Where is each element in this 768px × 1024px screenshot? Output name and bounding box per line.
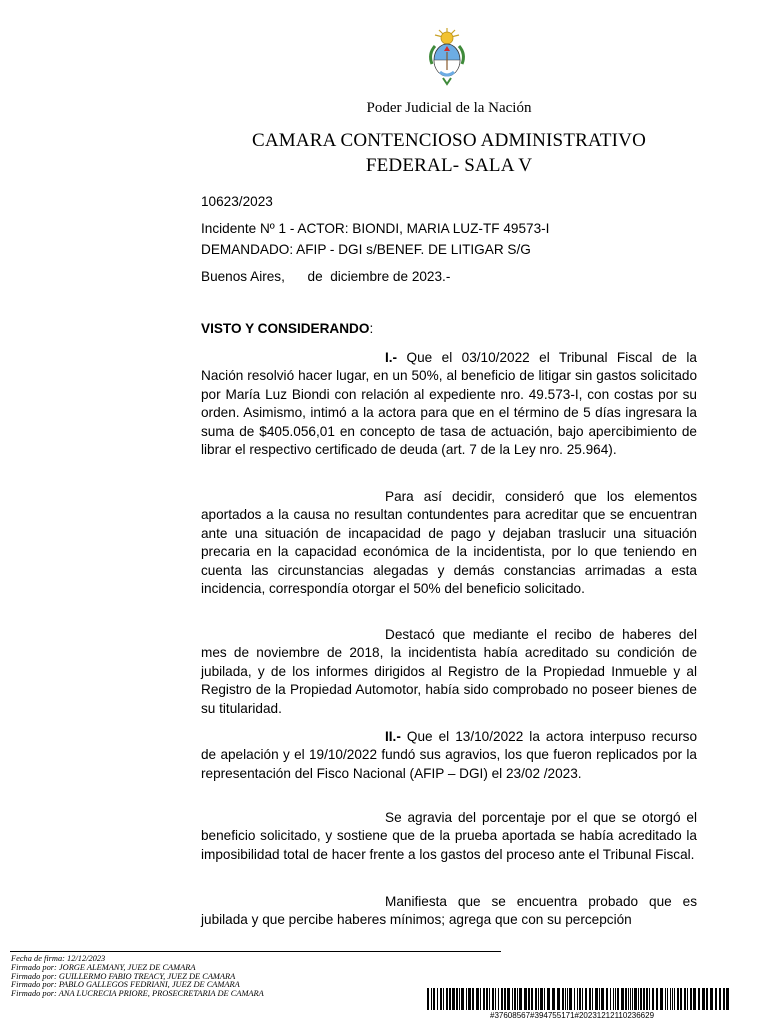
barcode-bar [574, 988, 575, 1010]
barcode-bar [452, 988, 455, 1010]
barcode-bar [710, 988, 713, 1010]
barcode-bar [652, 988, 654, 1010]
barcode-bar [567, 988, 568, 1010]
barcode-bar [625, 988, 627, 1010]
barcode-bar [687, 988, 688, 1010]
barcode-bar [486, 988, 488, 1010]
barcode-bar [621, 988, 624, 1010]
organization-name: Poder Judicial de la Nación [366, 100, 532, 116]
barcode-bar [665, 988, 666, 1010]
barcode-bar [552, 988, 555, 1010]
barcode-bar [656, 988, 658, 1010]
barcode-bar [501, 988, 503, 1010]
barcode-bar [715, 988, 717, 1010]
barcode-bar [613, 988, 614, 1010]
signature-date: Fecha de firma: 12/12/2023 [11, 954, 106, 963]
paragraph-5: Se agravia del porcentaje por el que se otorgó el beneficio solicitado, y sostiene que de la prueba aportada se había acreditado la imposibilidad total de hacer frente a los gastos del proceso ante el Tribunal Fiscal. [201, 810, 697, 862]
barcode-bar [540, 988, 543, 1010]
barcode-bar [582, 988, 583, 1010]
section-heading [201, 321, 373, 336]
paragraph-4-text: Que el 13/10/2022 la actora interpuso recurso de apelación y el 19/10/2022 fundó sus agravios, los que fueron replicados por la representación del Fisco Nacional (AFIP – DGI) el 23/02 /2023. [201, 729, 697, 781]
barcode-bar [601, 988, 604, 1010]
paragraph-4-number: II.- [385, 729, 401, 744]
barcode-image [427, 988, 729, 1010]
barcode-bar [702, 988, 705, 1010]
barcode-bar [547, 988, 550, 1010]
barcode-bar [599, 988, 600, 1010]
barcode-bar [617, 988, 619, 1010]
barcode-bar [690, 988, 692, 1010]
barcode-bar [517, 988, 518, 1010]
barcode-bar [512, 988, 513, 1010]
case-number: 10623/2023 [201, 194, 273, 209]
barcode-bar [670, 988, 671, 1010]
barcode-bar [456, 988, 458, 1010]
barcode-bar [459, 988, 460, 1010]
barcode-bar [674, 988, 675, 1010]
paragraph-6: Manifiesta que se encuentra probado que es jubilada y que percibe haberes mínimos; agrega que con su percepción [201, 894, 697, 928]
barcode-bar [610, 988, 611, 1010]
barcode-bar [483, 988, 485, 1010]
paragraph-1-number: I.- [385, 350, 398, 365]
barcode-bar [638, 988, 639, 1010]
barcode-bar [592, 988, 593, 1010]
barcode-bar [446, 988, 448, 1010]
barcode-bar [562, 988, 564, 1010]
chamber-title-line2: FEDERAL- SALA V [365, 155, 533, 176]
barcode-bar [672, 988, 673, 1010]
barcode-bar [606, 988, 608, 1010]
place-date: Buenos Aires, de diciembre de 2023.- [201, 269, 451, 284]
barcode-bar [585, 988, 587, 1010]
signer-line: Firmado por: PABLO GALLEGOS FEDRIANI, JUEZ DE CAMARA [11, 980, 240, 990]
signature-block [11, 955, 264, 999]
heading-colon: : [369, 321, 374, 336]
signer-line: Firmado por: JORGE ALEMANY, JUEZ DE CAMARA [11, 962, 196, 972]
case-incident: Incidente Nº 1 - ACTOR: BIONDI, MARIA LUZ-TF 49573-I [201, 221, 550, 236]
barcode-bar [660, 988, 663, 1010]
barcode-bar [440, 988, 442, 1010]
barcode-bar [492, 988, 494, 1010]
barcode-bar [507, 988, 510, 1010]
barcode-bar [476, 988, 479, 1010]
barcode-bar [557, 988, 560, 1010]
barcode-bar [632, 988, 633, 1010]
barcode-bar [433, 988, 435, 1010]
barcode-bar [565, 988, 566, 1010]
paragraph-2: Para así decidir, consideró que los elementos aportados a la causa no resultan contundentes para acreditar que se encuentran ante una situación de incapacidad de pago y dejaban traslucir una situación precaria en la capacidad económica de la incidentista, por lo que teniendo en cuenta las circunstancias alegadas y demás constancias arrimadas a esta incidencia, correspondía otorgar el 50% del beneficio solicitado. [201, 489, 697, 597]
barcode-bar [643, 988, 645, 1010]
barcode-bar [461, 988, 464, 1010]
barcode-bar [480, 988, 481, 1010]
barcode-bar [489, 988, 490, 1010]
barcode-bar [677, 988, 679, 1010]
signer-line: Firmado por: GUILLERMO FABIO TREACY, JUEZ DE CAMARA [11, 971, 236, 981]
barcode-bar [680, 988, 682, 1010]
barcode-bar [524, 988, 527, 1010]
barcode-bar [431, 988, 432, 1010]
paragraph-4 [201, 728, 697, 783]
heading-text: VISTO Y CONSIDERANDO [201, 321, 370, 336]
barcode-bar [698, 988, 700, 1010]
barcode-bar [589, 988, 591, 1010]
barcode-bar [706, 988, 708, 1010]
case-defendant: DEMANDADO: AFIP - DGI s/BENEF. DE LITIGAR S/G [201, 242, 531, 257]
barcode-bar [437, 988, 438, 1010]
barcode-bar [544, 988, 545, 1010]
barcode-bar [535, 988, 537, 1010]
barcode-bar [528, 988, 530, 1010]
barcode-bar [531, 988, 533, 1010]
barcode-bar [649, 988, 650, 1010]
barcode-bar [427, 988, 429, 1010]
barcode-bar [719, 988, 721, 1010]
barcode-bar [595, 988, 598, 1010]
argentina-coat-of-arms-icon [424, 26, 470, 88]
footer-divider [10, 951, 501, 952]
barcode-bar [667, 988, 668, 1010]
barcode-bar [466, 988, 467, 1010]
paragraph-1-text: Que el 03/10/2022 el Tribunal Fiscal de la Nación resolvió hacer lugar, en un 50%, al beneficio de litigar sin gastos solicitado por María Luz Biondi con relación al expediente nro. 49.573-I, con costas por su orden. Asimismo, intimó a la actora para que en el término de 5 días ingresara la suma de $405.056,01 en concepto de tasa de actuación, bajo apercibimiento de librar el respectivo certificado de deuda (art. 7 de la Ley nro. 25.964). [201, 350, 697, 458]
barcode-bar [504, 988, 506, 1010]
barcode-bar [579, 988, 581, 1010]
barcode-bar [443, 988, 444, 1010]
barcode-bar [726, 988, 729, 1010]
barcode-bar [498, 988, 499, 1010]
paragraph-3: Destacó que mediante el recibo de haberes del mes de noviembre de 2018, la incidentista había acreditado su condición de jubilada, y de los informes dirigidos al Registro de la Propiedad Inmueble y al Registro de la Propiedad Automotor, había sido comprobado no poseer bienes de su titularidad. [201, 627, 697, 716]
barcode-bar [723, 988, 725, 1010]
barcode-bar [519, 988, 522, 1010]
barcode-bar [495, 988, 496, 1010]
chamber-title-line1: CAMARA CONTENCIOSO ADMINISTRATIVO [251, 130, 646, 151]
barcode-bar [468, 988, 471, 1010]
barcode-number: #37608567#394755171#20231212110236629 [490, 1011, 655, 1020]
paragraph-1 [201, 349, 697, 459]
barcode-bar [449, 988, 451, 1010]
barcode-bar [569, 988, 572, 1010]
barcode-bar [577, 988, 578, 1010]
barcode-bar [630, 988, 631, 1010]
signer-line: Firmado por: ANA LUCRECIA PRIORE, PROSECRETARIA DE CAMARA [11, 989, 264, 999]
barcode-bar [472, 988, 474, 1010]
barcode-bar [693, 988, 696, 1010]
barcode-bar [514, 988, 516, 1010]
barcode-bar [646, 988, 648, 1010]
barcode-bar [640, 988, 642, 1010]
barcode-bar [628, 988, 629, 1010]
barcode-bar [538, 988, 539, 1010]
barcode-bar [634, 988, 637, 1010]
barcode-bar [615, 988, 616, 1010]
barcode-bar [684, 988, 686, 1010]
